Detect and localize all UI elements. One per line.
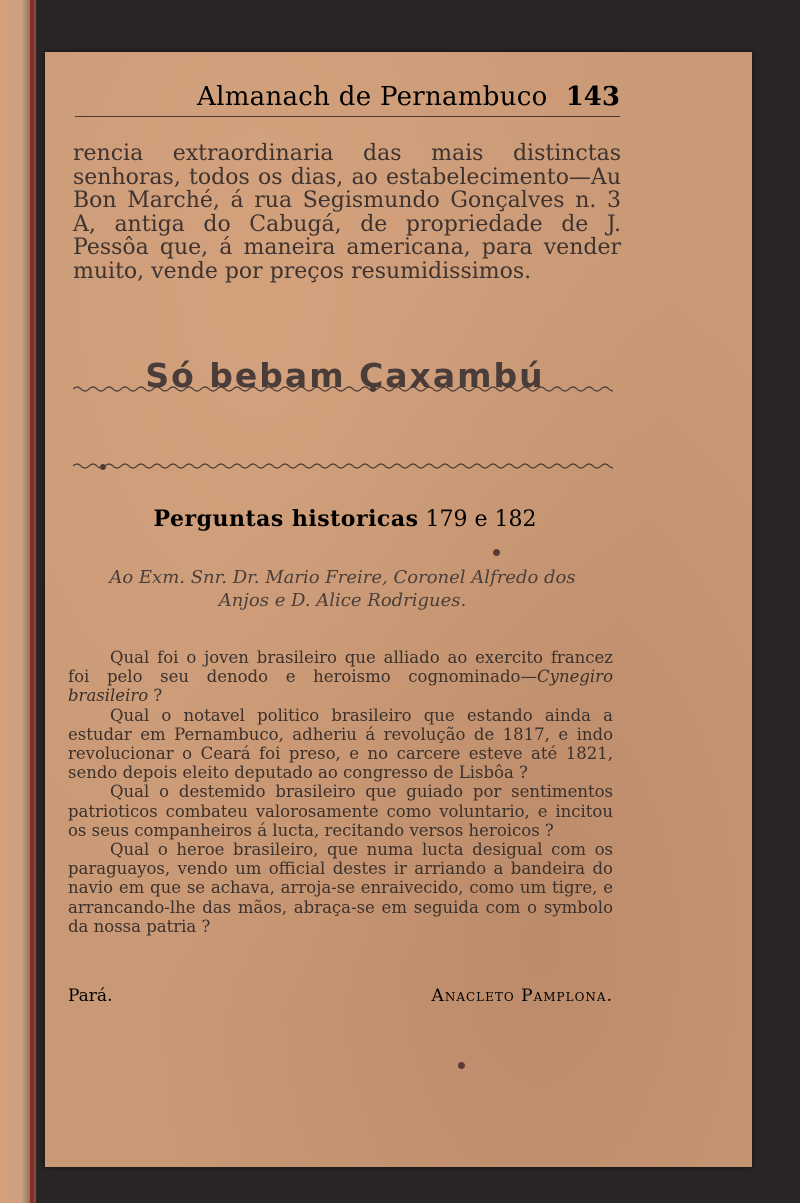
- section-title-numbers: 179 e 182: [425, 507, 537, 532]
- section-title: [75, 506, 615, 532]
- ink-dot: [493, 549, 500, 556]
- section-title-text: Perguntas historicas: [153, 506, 419, 532]
- question-3: Qual o destemido brasileiro que guiado por sentimentos patrioticos combateu valorosamente como voluntario, e incitou os seus companheiros á lucta, recitando versos heroicos ?: [68, 782, 613, 840]
- adjacent-page-edge: [0, 0, 38, 1203]
- continued-paragraph: rencia extraordinaria das mais distinctas senhoras, todos os dias, ao estabelecimento—Au Bon Marché, á rua Segismundo Gonçalves n. 3 A, antiga do Cabugá, de propriedade de J. Pessôa que, á maneira americana, para vender muito, vende por preços resumidissimos.: [73, 141, 621, 284]
- questions-block: [68, 648, 613, 936]
- dedication: [70, 566, 615, 612]
- ornamental-rule-bottom: [73, 460, 613, 472]
- book-binding-edge: [30, 0, 34, 1203]
- question-2: Qual o notavel politico brasileiro que estando ainda a estudar em Pernambuco, adheriu á revolução de 1817, e indo revolucionar o Ceará foi preso, e no carcere esteve até 1821, sendo depois eleito deputado ao congresso de Lisbôa ?: [68, 705, 613, 783]
- ink-dot: [458, 1062, 465, 1069]
- running-title: Almanach de Pernambuco: [197, 82, 548, 112]
- signature-place: Pará.: [68, 986, 113, 1006]
- dedication-line-2: Anjos e D. Alice Rodrigues.: [218, 590, 467, 611]
- page-header: [75, 82, 620, 117]
- question-1: Qual foi o joven brasileiro que alliado ao exercito francez foi pelo seu denodo e heroismo cognominado—Cynegiro brasileiro ?: [68, 648, 613, 706]
- signature-author: Anacleto Pamplona.: [431, 986, 613, 1006]
- question-4: Qual o heroe brasileiro, que numa lucta desigual com os paraguayos, vendo um official destes ir arriando a bandeira do navio em que se achava, arroja-se enraivecido, como um tigre, e arrancando-lhe das mãos, abraça-se em seguida com o symbolo da nossa patria ?: [68, 840, 613, 936]
- dedication-line-1: Ao Exm. Snr. Dr. Mario Freire, Coronel Alfredo dos: [109, 567, 576, 588]
- page-number: 143: [565, 82, 620, 112]
- advertisement-headline: Só bebam Caxambú: [145, 356, 545, 395]
